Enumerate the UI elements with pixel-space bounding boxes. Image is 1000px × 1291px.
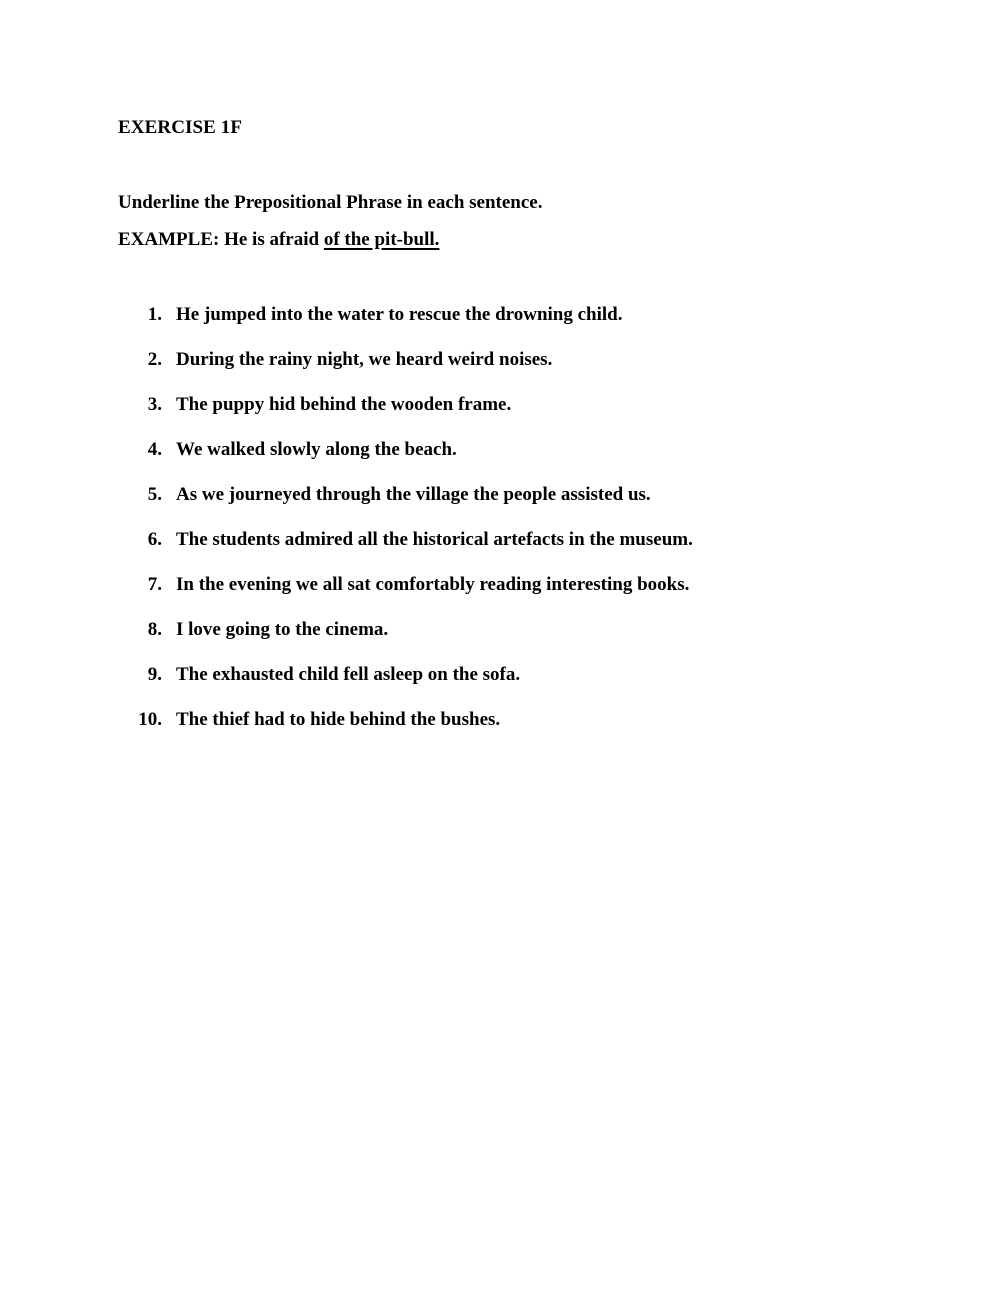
question-item: [0, 394, 1000, 439]
question-sentence: The students admired all the historical artefacts in the museum.: [176, 529, 693, 550]
question-sentence: He jumped into the water to rescue the drowning child.: [176, 304, 623, 325]
question-number: 3.: [147, 394, 162, 415]
question-number: 6.: [147, 529, 162, 550]
instruction-text: Underline the Prepositional Phrase in each sentence.: [118, 192, 543, 213]
question-number: 2.: [147, 349, 162, 370]
question-list: [0, 304, 1000, 754]
question-number: 7.: [147, 574, 162, 595]
question-item: [0, 484, 1000, 529]
question-number: 9.: [147, 664, 162, 685]
question-sentence: The thief had to hide behind the bushes.: [176, 709, 501, 730]
exercise-title: EXERCISE 1F: [118, 117, 243, 138]
question-number: 1.: [147, 304, 162, 325]
question-sentence: During the rainy night, we heard weird noises.: [176, 349, 553, 370]
question-sentence: I love going to the cinema.: [176, 619, 389, 640]
question-item: [0, 619, 1000, 664]
question-item: [0, 304, 1000, 349]
question-item: [0, 664, 1000, 709]
question-item: [0, 529, 1000, 574]
question-item: [0, 574, 1000, 619]
example-underlined-phrase: of the pit-bull.: [323, 229, 440, 250]
question-sentence: In the evening we all sat comfortably reading interesting books.: [176, 574, 690, 595]
example-prefix: EXAMPLE: He is afraid: [118, 229, 324, 250]
question-sentence: As we journeyed through the village the people assisted us.: [176, 484, 651, 505]
question-sentence: The puppy hid behind the wooden frame.: [176, 394, 512, 415]
question-sentence: The exhausted child fell asleep on the sofa.: [176, 664, 521, 685]
question-item: [0, 709, 1000, 754]
question-sentence: We walked slowly along the beach.: [176, 439, 457, 460]
question-number: 4.: [147, 439, 162, 460]
question-item: [0, 349, 1000, 394]
question-number: 8.: [147, 619, 162, 640]
example-sentence: [118, 229, 439, 251]
question-number: 10.: [138, 709, 162, 730]
question-item: [0, 439, 1000, 484]
question-number: 5.: [147, 484, 162, 505]
